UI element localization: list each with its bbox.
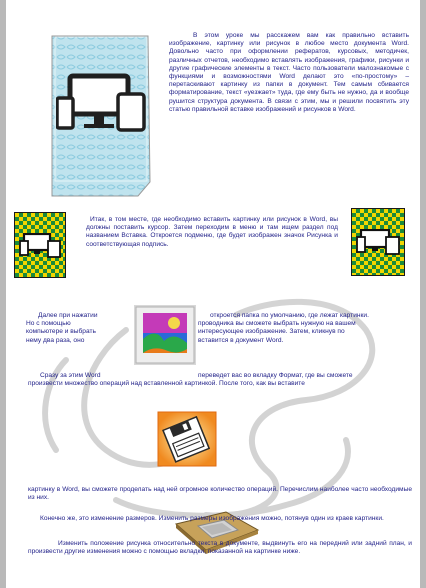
position-paragraph: Изменить положение рисунка относительно текста в документе, выдвинуть его на передний или задний план, и произвести другие изменения можно с помощью вкладки, показанной на картинке ниже. xyxy=(28,540,412,556)
open-folder-paragraph: Далее при нажатии откроется папка по умолчанию, где лежат картинки. Но с помощью проводника вы сможете выбрать нужную на вашем компьютере и выбрать интересующее изображение. Затем, кликнув по нему два раза, оно вставится в документ Word. xyxy=(26,312,369,344)
format-tab-paragraph: Сразу за этим Word переведет вас во вкладку Формат, где вы сможете произвести множество операций над вставленной картинкой. После того, как вы вставите xyxy=(28,372,353,388)
floppy-disk-icon xyxy=(156,410,218,468)
operations-paragraph: картинку в Word, вы сможете проделать над ней огромное количество операций. Перечислим наиболее часто необходимые из них. xyxy=(28,486,412,502)
intro-paragraph: В этом уроке мы расскажем вам как правильно вставить изображение, картинку или рисунок в любое место документа Word. Довольно часто при оформлении рефератов, курсовых, методичек, различных отчетов, необходимо вставлять изображения, графики, рисунки и другие графические элементы в текст. Часто пользователи малознакомые с функциями и возможностями Word делают это «по-простому» – перетаскивают картинку из папки в документ. Тем самым сбивается форматирование, текст «уезжает» туда, где ему быть не нужно, да и вообще рушится структура документа. В связи с этим, мы и решили посвятить эту статью правильной вставке изображений и рисунков в Word. xyxy=(169,32,409,113)
insert-paragraph: Итак, в том месте, где необходимо вставить картинку или рисунок в Word, вы должны поставить курсор. Затем переходим в меню и там ищем раздел под названием Вставка. Откроется подменю, где будет изображен значок Рисунка и соответствующая подпись. xyxy=(86,216,338,248)
resize-paragraph: Конечно же, это изменение размеров. Изменить размеры изображения можно, потянув один из краев картинки. xyxy=(40,515,384,522)
devices-thumbnail-left xyxy=(14,212,66,278)
devices-icon xyxy=(356,229,400,257)
document-page xyxy=(6,0,420,588)
devices-icon xyxy=(19,233,61,259)
devices-icon xyxy=(56,72,146,142)
devices-thumbnail-right xyxy=(351,208,405,276)
